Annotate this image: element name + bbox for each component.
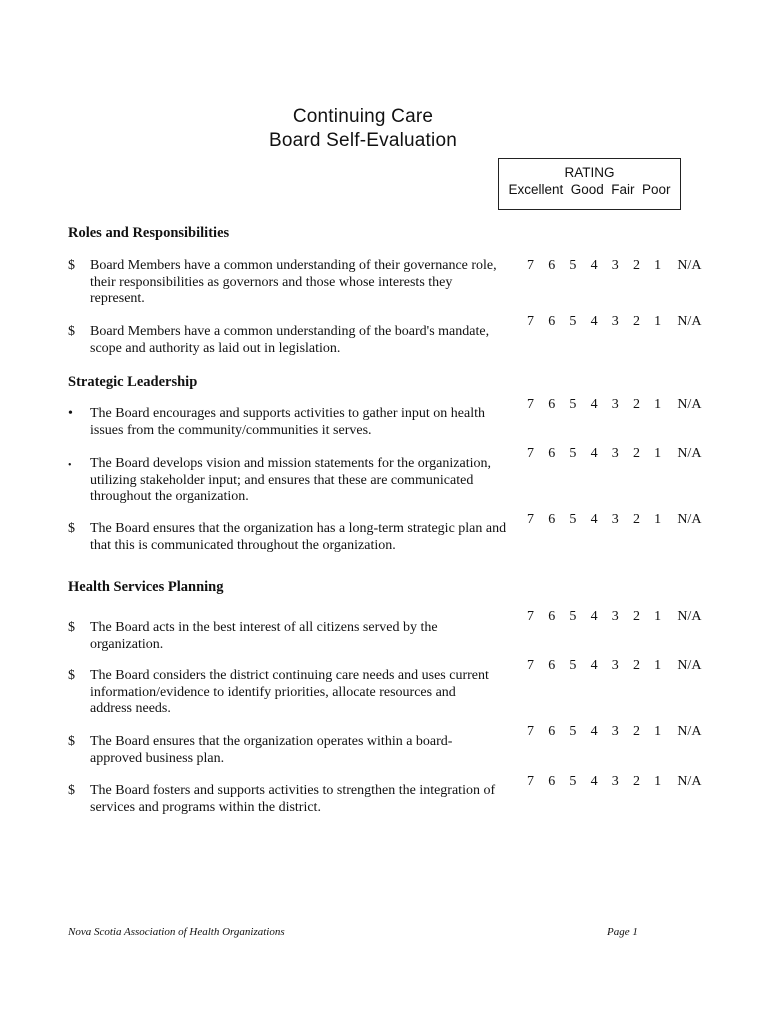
- question-item: [68, 783, 508, 816]
- item-text: The Board ensures that the organization has a long-term strategic plan and that this is communicated throughout the organization.: [90, 521, 507, 553]
- rating-option[interactable]: 4: [590, 658, 598, 673]
- rating-option[interactable]: 1: [654, 397, 662, 412]
- item-bullet: $: [68, 258, 75, 273]
- rating-option[interactable]: 4: [590, 314, 598, 329]
- rating-scale: [527, 724, 701, 740]
- rating-option[interactable]: 7: [527, 314, 534, 329]
- rating-option-na[interactable]: N/A: [677, 512, 702, 527]
- footer-organization: Nova Scotia Association of Health Organizations: [68, 926, 285, 938]
- rating-option[interactable]: 4: [590, 724, 598, 739]
- rating-header-box: [498, 158, 681, 210]
- rating-option[interactable]: 3: [611, 397, 619, 412]
- rating-option[interactable]: 3: [611, 314, 619, 329]
- rating-scale: [527, 314, 701, 330]
- rating-option[interactable]: 4: [590, 774, 598, 789]
- section-heading-health-services: Health Services Planning: [68, 579, 224, 595]
- item-text: The Board considers the district continuing care needs and uses current information/evidence to identify priorities, allocate resources and address needs.: [90, 668, 489, 716]
- rating-option[interactable]: 1: [654, 512, 662, 527]
- rating-option[interactable]: 7: [527, 658, 534, 673]
- rating-option[interactable]: 4: [590, 512, 598, 527]
- rating-option[interactable]: 1: [654, 258, 662, 273]
- question-item: [68, 324, 508, 357]
- rating-option[interactable]: 6: [548, 512, 556, 527]
- rating-option[interactable]: 7: [527, 512, 534, 527]
- item-bullet: $: [68, 324, 75, 339]
- rating-option[interactable]: 7: [527, 397, 534, 412]
- rating-option[interactable]: 6: [548, 446, 556, 461]
- rating-option[interactable]: 2: [632, 774, 640, 789]
- rating-option-na[interactable]: N/A: [677, 446, 702, 461]
- rating-scale: [527, 774, 701, 790]
- rating-option[interactable]: 6: [548, 774, 556, 789]
- question-item: [68, 406, 508, 439]
- rating-option-na[interactable]: N/A: [677, 314, 702, 329]
- rating-option[interactable]: 5: [569, 446, 577, 461]
- rating-option[interactable]: 5: [569, 512, 577, 527]
- rating-option[interactable]: 2: [632, 512, 640, 527]
- rating-scale: [527, 397, 701, 413]
- rating-option[interactable]: 7: [527, 446, 534, 461]
- rating-option[interactable]: 5: [569, 724, 577, 739]
- section-heading-roles: Roles and Responsibilities: [68, 225, 230, 241]
- item-text: Board Members have a common understanding of their governance role, their responsibilities as governors and those whose interests they represent.: [90, 258, 497, 306]
- item-bullet: $: [68, 668, 75, 683]
- rating-option[interactable]: 3: [611, 258, 619, 273]
- item-text: The Board develops vision and mission statements for the organization, utilizing stakeholder input; and ensures that these are communicated throughout the organization.: [90, 456, 491, 504]
- rating-option[interactable]: 7: [527, 609, 534, 624]
- document-subtitle: Board Self-Evaluation: [269, 130, 457, 151]
- rating-scale: [527, 512, 701, 528]
- rating-option[interactable]: 6: [548, 658, 556, 673]
- item-bullet: $: [68, 783, 75, 798]
- rating-option[interactable]: 6: [548, 258, 556, 273]
- rating-option[interactable]: 3: [611, 658, 619, 673]
- rating-option[interactable]: 2: [632, 446, 640, 461]
- rating-option[interactable]: 1: [654, 724, 662, 739]
- rating-option-na[interactable]: N/A: [677, 258, 702, 273]
- rating-option[interactable]: 7: [527, 774, 534, 789]
- rating-option-na[interactable]: N/A: [677, 724, 702, 739]
- rating-option[interactable]: 3: [611, 512, 619, 527]
- section-heading-strategic: Strategic Leadership: [68, 374, 198, 390]
- rating-option[interactable]: 4: [590, 258, 598, 273]
- item-bullet: $: [68, 620, 75, 635]
- rating-option[interactable]: 3: [611, 774, 619, 789]
- rating-option[interactable]: 1: [654, 658, 662, 673]
- footer-page-number: Page 1: [607, 926, 638, 938]
- rating-option[interactable]: 1: [654, 774, 662, 789]
- rating-option[interactable]: 5: [569, 658, 577, 673]
- rating-option-na[interactable]: N/A: [677, 774, 702, 789]
- rating-option[interactable]: 4: [590, 609, 598, 624]
- question-item: [68, 258, 508, 308]
- rating-scale: [527, 658, 701, 674]
- rating-option-na[interactable]: N/A: [677, 609, 702, 624]
- rating-option[interactable]: 2: [632, 724, 640, 739]
- rating-option[interactable]: 6: [548, 397, 556, 412]
- rating-option[interactable]: 2: [632, 314, 640, 329]
- document-title: Continuing Care: [292, 106, 434, 127]
- rating-option[interactable]: 5: [569, 609, 577, 624]
- item-bullet: $: [68, 521, 75, 536]
- question-item: [68, 668, 508, 718]
- rating-labels: Excellent Good Fair Poor: [508, 182, 671, 197]
- question-item: [68, 734, 508, 767]
- rating-scale: [527, 446, 701, 462]
- item-text: The Board acts in the best interest of all citizens served by the organization.: [90, 620, 438, 652]
- item-bullet: •: [68, 406, 73, 421]
- rating-option[interactable]: 4: [590, 397, 598, 412]
- rating-option[interactable]: 5: [569, 314, 577, 329]
- rating-option[interactable]: 2: [632, 609, 640, 624]
- rating-scale: [527, 609, 701, 625]
- question-item: [68, 456, 508, 506]
- rating-option-na[interactable]: N/A: [677, 397, 702, 412]
- rating-option[interactable]: 2: [632, 397, 640, 412]
- rating-option[interactable]: 5: [569, 774, 577, 789]
- item-text: The Board encourages and supports activities to gather input on health issues from the community/communities it serves.: [90, 406, 486, 438]
- rating-option[interactable]: 6: [548, 609, 556, 624]
- rating-option[interactable]: 5: [569, 258, 577, 273]
- item-text: The Board fosters and supports activities to strengthen the integration of services and programs within the district.: [90, 783, 496, 815]
- rating-option[interactable]: 3: [611, 724, 619, 739]
- rating-option[interactable]: 2: [632, 658, 640, 673]
- item-text: Board Members have a common understanding of the board's mandate, scope and authority as laid out in legislation.: [90, 324, 490, 356]
- rating-option[interactable]: 6: [548, 724, 556, 739]
- rating-option[interactable]: 6: [548, 314, 556, 329]
- rating-option[interactable]: 3: [611, 609, 619, 624]
- rating-option[interactable]: 1: [654, 609, 662, 624]
- question-item: [68, 620, 508, 653]
- rating-scale: [527, 258, 701, 274]
- rating-option[interactable]: 7: [527, 258, 534, 273]
- rating-option[interactable]: 1: [654, 314, 662, 329]
- item-bullet: $: [68, 734, 75, 749]
- rating-option[interactable]: 4: [590, 446, 598, 461]
- rating-option[interactable]: 5: [569, 397, 577, 412]
- rating-option[interactable]: 2: [632, 258, 640, 273]
- item-bullet: •: [68, 460, 72, 471]
- question-item: [68, 521, 508, 554]
- rating-option[interactable]: 3: [611, 446, 619, 461]
- item-text: The Board ensures that the organization operates within a board-approved business plan.: [90, 734, 453, 766]
- rating-option[interactable]: 1: [654, 446, 662, 461]
- rating-option-na[interactable]: N/A: [677, 658, 702, 673]
- rating-option[interactable]: 7: [527, 724, 534, 739]
- rating-header: RATING: [564, 165, 615, 180]
